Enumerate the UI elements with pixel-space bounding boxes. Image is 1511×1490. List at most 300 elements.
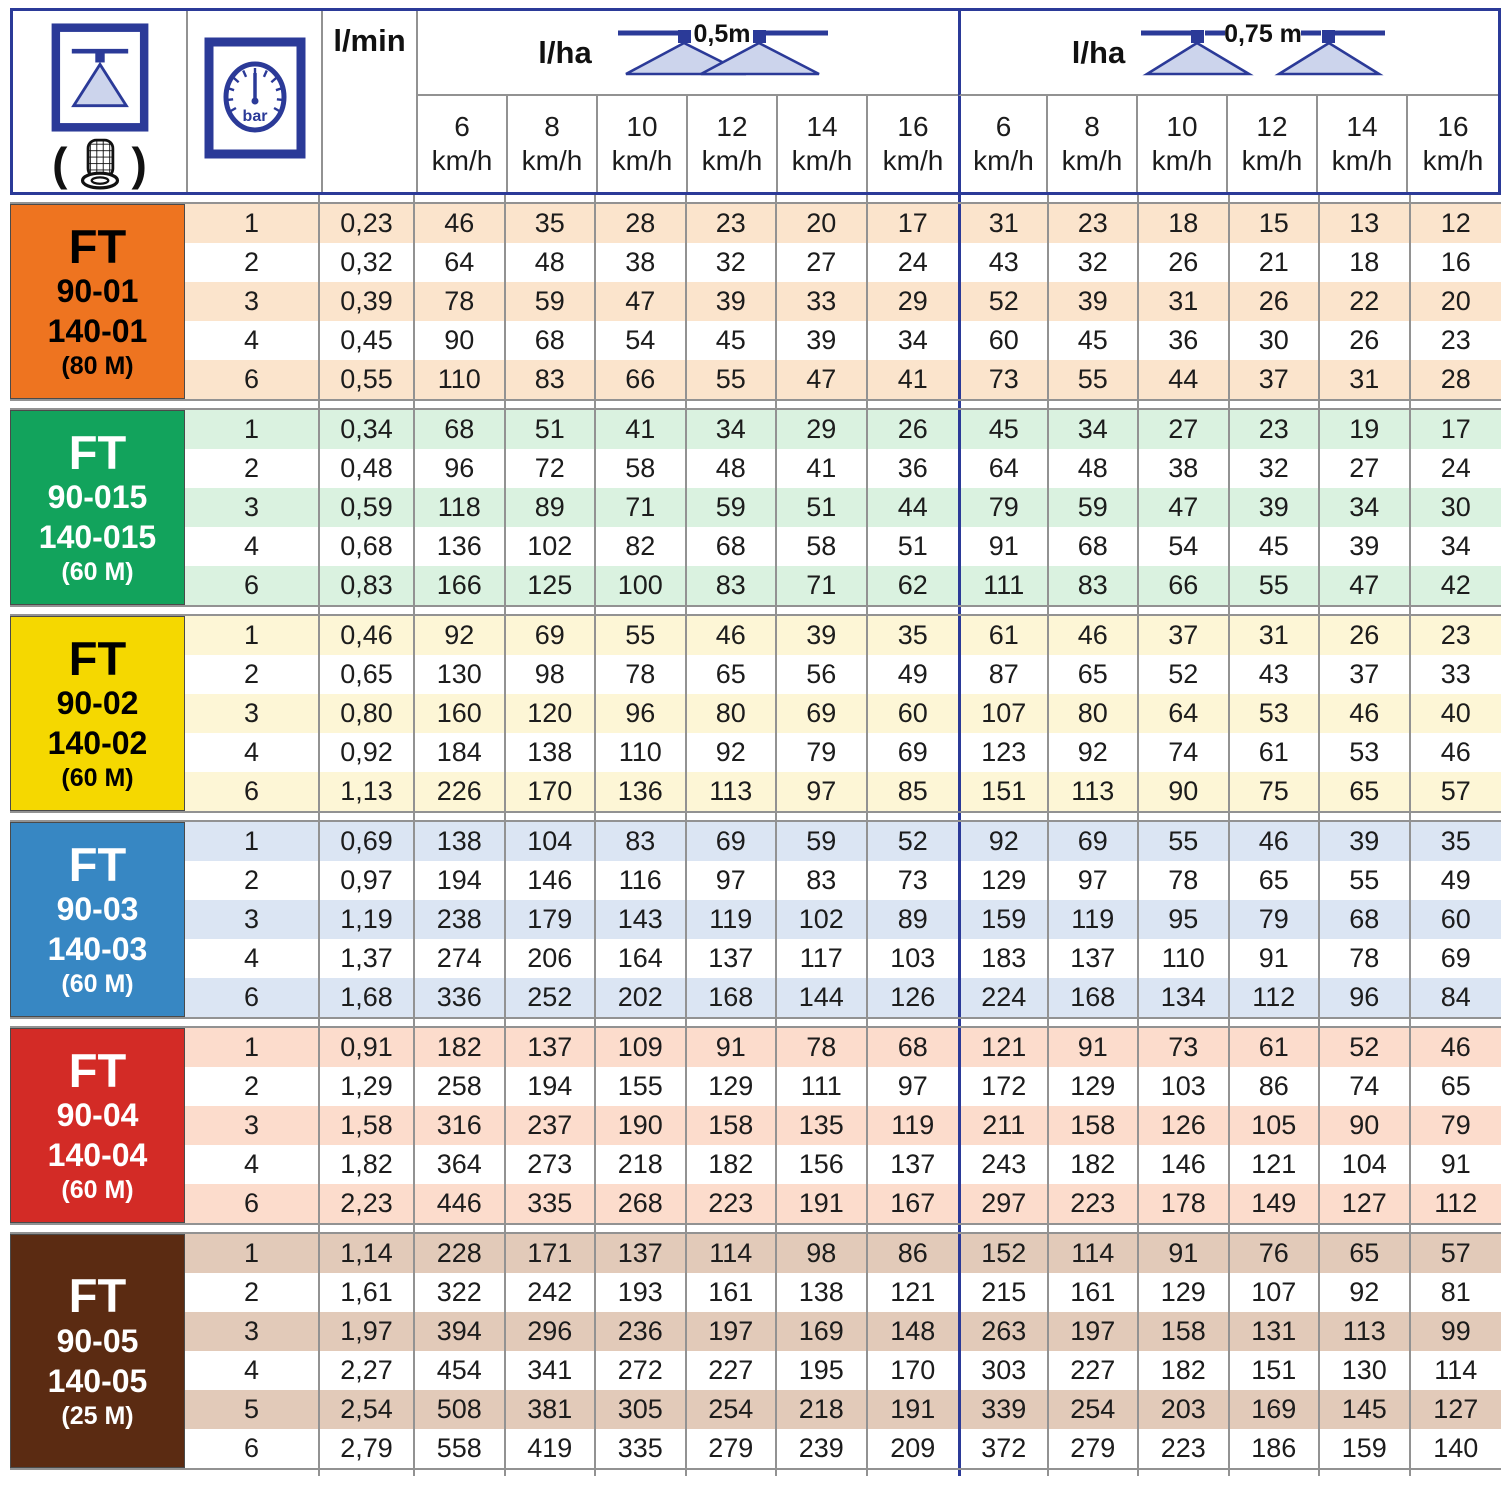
gap-cell xyxy=(868,1019,959,1026)
lha-075m-value: 159 xyxy=(958,900,1049,939)
lha-05m-value: 44 xyxy=(868,488,959,527)
lha-075m-value: 61 xyxy=(1230,733,1321,772)
lha-075m-value: 119 xyxy=(1049,900,1140,939)
gap-cell xyxy=(777,1470,868,1476)
lha-075m-value: 57 xyxy=(1411,772,1502,811)
lha-05m-value: 305 xyxy=(596,1390,687,1429)
speed-unit: km/h xyxy=(973,145,1034,176)
lha-05m-value: 419 xyxy=(506,1429,597,1468)
pressure-bar-value: 1 xyxy=(185,1028,320,1067)
lha-075m-value: 15 xyxy=(1230,204,1321,243)
lha-075m-value: 227 xyxy=(1049,1351,1140,1390)
lha-05m-value: 237 xyxy=(506,1106,597,1145)
pressure-bar-value: 6 xyxy=(185,1184,320,1223)
gap-cell xyxy=(868,813,959,820)
lha-05m-value: 238 xyxy=(415,900,506,939)
gap-cell xyxy=(687,1470,778,1476)
lha-075m-value: 127 xyxy=(1320,1184,1411,1223)
lha-075m-value: 65 xyxy=(1320,772,1411,811)
gap-cell xyxy=(1139,813,1230,820)
lha-075m-value: 83 xyxy=(1049,566,1140,605)
lha-075m-value: 26 xyxy=(1320,321,1411,360)
lha-075m-value: 223 xyxy=(1049,1184,1140,1223)
flow-lmin-value: 0,68 xyxy=(320,527,415,566)
spacing-075m-icon xyxy=(1139,22,1387,84)
lha-05m-value: 446 xyxy=(415,1184,506,1223)
gap-cell xyxy=(1411,195,1502,202)
lha-05m-value: 125 xyxy=(506,566,597,605)
gap-cell xyxy=(185,607,320,614)
series-code-140: 140-03 xyxy=(47,931,148,968)
speed-header-12kmh xyxy=(688,96,778,192)
lha-075m-value: 87 xyxy=(958,655,1049,694)
gap-cell xyxy=(1049,195,1140,202)
gauge-bar-label: bar xyxy=(242,108,267,125)
pressure-bar-value: 1 xyxy=(185,822,320,861)
flow-lmin-value: 0,59 xyxy=(320,488,415,527)
lha-075m-value: 129 xyxy=(1139,1273,1230,1312)
gap-cell xyxy=(415,1470,506,1476)
series-code-140: 140-015 xyxy=(38,519,157,556)
pressure-gauge-icon xyxy=(204,37,306,159)
gap-cell xyxy=(596,813,687,820)
gap-cell xyxy=(868,195,959,202)
lha-05m-value: 83 xyxy=(777,861,868,900)
lha-05m-value: 83 xyxy=(506,360,597,399)
lha-075m-value: 78 xyxy=(1139,861,1230,900)
flow-lmin-value: 1,37 xyxy=(320,939,415,978)
lha-05m-value: 71 xyxy=(596,488,687,527)
lha-05m-value: 100 xyxy=(596,566,687,605)
lha-075m-value: 69 xyxy=(1049,822,1140,861)
lha-075m-value: 20 xyxy=(1411,282,1502,321)
flow-lmin-value: 1,13 xyxy=(320,772,415,811)
pressure-bar-value: 1 xyxy=(185,204,320,243)
lha-075m-value: 183 xyxy=(958,939,1049,978)
lha-05m-value: 83 xyxy=(596,822,687,861)
nozzle-series-label xyxy=(10,616,185,811)
speed-header-6kmh xyxy=(418,96,508,192)
lha-05m-value: 110 xyxy=(596,733,687,772)
gap-cell xyxy=(185,401,320,408)
lha-075m-value: 90 xyxy=(1320,1106,1411,1145)
gap-cell xyxy=(687,195,778,202)
series-code-90: 90-015 xyxy=(47,479,148,516)
gap-cell xyxy=(185,1019,320,1026)
flow-lmin-value: 1,61 xyxy=(320,1273,415,1312)
lha-075m-value: 65 xyxy=(1049,655,1140,694)
lha-05m-value: 148 xyxy=(868,1312,959,1351)
lha-05m-value: 28 xyxy=(596,204,687,243)
gap-cell xyxy=(1049,401,1140,408)
gap-cell xyxy=(506,1019,597,1026)
lha-05m-value: 116 xyxy=(596,861,687,900)
lha-05m-value: 83 xyxy=(687,566,778,605)
gap-cell xyxy=(596,1225,687,1232)
flow-lmin-value: 0,97 xyxy=(320,861,415,900)
lha-075m-value: 37 xyxy=(1320,655,1411,694)
lha-075m-value: 131 xyxy=(1230,1312,1321,1351)
series-name: FT xyxy=(68,425,127,479)
gap-cell xyxy=(687,1019,778,1026)
lha-05m-value: 69 xyxy=(897,737,928,767)
lha-075m-value: 36 xyxy=(1139,321,1230,360)
gap-cell xyxy=(958,607,1049,614)
gap-cell xyxy=(1320,1019,1411,1026)
gap-cell xyxy=(777,1225,868,1232)
lha-05m-value: 78 xyxy=(777,1028,868,1067)
flow-lmin-value: 1,14 xyxy=(320,1234,415,1273)
lha-075m-value: 48 xyxy=(1049,449,1140,488)
lha-05m-value: 56 xyxy=(777,655,868,694)
lha-075m-value: 44 xyxy=(1139,360,1230,399)
lha-05m-value: 254 xyxy=(687,1390,778,1429)
pressure-bar-value: 4 xyxy=(185,527,320,566)
lha-05m-value: 191 xyxy=(868,1390,959,1429)
lha-075m-value: 64 xyxy=(958,449,1049,488)
lha-05m-value: 27 xyxy=(777,243,868,282)
lha-075m-value: 129 xyxy=(958,861,1049,900)
nozzle-group-90-04 xyxy=(10,1026,1501,1225)
lha-075m-value: 105 xyxy=(1230,1106,1321,1145)
lha-075m-value: 60 xyxy=(1411,900,1502,939)
lha-05m-value: 167 xyxy=(868,1184,959,1223)
speed-header-16kmh xyxy=(868,96,958,192)
gap-cell xyxy=(958,813,1049,820)
lha-05m-value: 194 xyxy=(506,1067,597,1106)
gap-cell xyxy=(777,607,868,614)
lha-05m-value: 39 xyxy=(777,616,868,655)
speed-header-14kmh xyxy=(1318,96,1408,192)
gap-cell xyxy=(506,1225,597,1232)
lha-075m-value: 303 xyxy=(958,1351,1049,1390)
lha-05m-value: 137 xyxy=(890,1149,936,1179)
lha-075m-value: 65 xyxy=(1320,1234,1411,1273)
lha-05m-value: 65 xyxy=(687,655,778,694)
lha-05m-value: 103 xyxy=(890,943,936,973)
gap-cell xyxy=(415,195,506,202)
lha-075m-value: 146 xyxy=(1139,1145,1230,1184)
lha-05m-value: 98 xyxy=(506,655,597,694)
lha-05m-value: 34 xyxy=(897,325,928,355)
nozzle-group-90-02 xyxy=(10,614,1501,813)
lha-075m-value: 130 xyxy=(1320,1351,1411,1390)
lha-05m-value: 41 xyxy=(596,410,687,449)
lha-05m-value: 223 xyxy=(687,1184,778,1223)
speed-value: 8 xyxy=(1084,111,1100,143)
gap-cell xyxy=(1139,195,1230,202)
speed-header-6kmh xyxy=(958,96,1048,192)
gap-cell xyxy=(1320,607,1411,614)
series-name: FT xyxy=(68,837,127,891)
gap-cell xyxy=(1320,1470,1411,1476)
lha-05m-value: 59 xyxy=(687,488,778,527)
lha-05m-value: 110 xyxy=(415,360,506,399)
lha-075m-value: 140 xyxy=(1433,1433,1479,1463)
speed-unit: km/h xyxy=(882,145,944,176)
rate-table-body xyxy=(10,195,1501,1476)
nozzle-type-column-header xyxy=(13,11,188,192)
flow-lmin-value: 1,97 xyxy=(320,1312,415,1351)
gap-cell xyxy=(320,1470,415,1476)
lha-05m-value: 171 xyxy=(506,1234,597,1273)
series-name: FT xyxy=(68,1043,127,1097)
gap-cell xyxy=(1411,1019,1502,1026)
speed-header-10kmh xyxy=(1138,96,1228,192)
gap-cell xyxy=(596,1019,687,1026)
lha-075m-value: 113 xyxy=(1320,1312,1411,1351)
gap-cell xyxy=(320,813,415,820)
lha-label: l/ha xyxy=(1071,34,1126,70)
lha-075m-value: 23 xyxy=(1049,204,1140,243)
lha-05m-value: 109 xyxy=(596,1028,687,1067)
gap-cell xyxy=(415,607,506,614)
lha-05m-value: 335 xyxy=(506,1184,597,1223)
series-name: FT xyxy=(68,1269,127,1323)
mesh-size: (60 M) xyxy=(61,970,134,999)
lha-075m-value: 26 xyxy=(1320,616,1411,655)
flow-lmin-value: 0,32 xyxy=(320,243,415,282)
lha-05m-value: 104 xyxy=(506,822,597,861)
group-gap xyxy=(10,1225,1501,1232)
lha-05m-value: 137 xyxy=(687,939,778,978)
speed-value: 12 xyxy=(1256,111,1288,143)
speed-header-14kmh xyxy=(778,96,868,192)
lha-075m-value: 39 xyxy=(1320,822,1411,861)
lha-05m-value: 126 xyxy=(868,978,959,1017)
series-code-140: 140-01 xyxy=(47,313,148,350)
gap-cell xyxy=(1411,607,1502,614)
lha-05m-value: 138 xyxy=(415,822,506,861)
lha-075m-value: 91 xyxy=(958,527,1049,566)
gap-cell xyxy=(868,1470,959,1476)
lha-05m-value: 335 xyxy=(596,1429,687,1468)
lha-075m-value: 33 xyxy=(1440,659,1471,689)
series-code-90: 90-02 xyxy=(56,685,139,722)
lha-075m-value: 34 xyxy=(1049,410,1140,449)
gap-cell xyxy=(1230,813,1321,820)
lha-075m-value: 57 xyxy=(1411,1234,1502,1273)
pressure-bar-value: 6 xyxy=(185,1429,320,1468)
lha-05m-value: 59 xyxy=(777,822,868,861)
lha-label: l/ha xyxy=(538,34,592,70)
lha-075m-value: 158 xyxy=(1139,1312,1230,1351)
lha-075m-value: 39 xyxy=(1230,488,1321,527)
lha-05m-value: 58 xyxy=(777,527,868,566)
pressure-bar-value: 4 xyxy=(185,733,320,772)
lha-05m-value: 120 xyxy=(506,694,597,733)
nozzle-group-90-03 xyxy=(10,820,1501,1019)
lha-075m-value: 73 xyxy=(1139,1028,1230,1067)
speed-value: 6 xyxy=(995,111,1012,143)
lha-075m-value: 121 xyxy=(958,1028,1049,1067)
gap-cell xyxy=(1411,813,1502,820)
gap-cell xyxy=(777,1019,868,1026)
lha-075m-value: 79 xyxy=(958,488,1049,527)
lha-075m-value: 55 xyxy=(1139,822,1230,861)
lha-075m-value: 47 xyxy=(1139,488,1230,527)
gap-cell xyxy=(1139,1225,1230,1232)
speed-header-16kmh xyxy=(1408,96,1498,192)
lha-05m-value: 82 xyxy=(596,527,687,566)
lha-075m-value: 65 xyxy=(1440,1071,1471,1101)
lha-075m-value: 121 xyxy=(1230,1145,1321,1184)
gap-cell xyxy=(1230,195,1321,202)
speed-value: 8 xyxy=(544,111,560,143)
lha-075m-value: 223 xyxy=(1139,1429,1230,1468)
lha-05m-value: 48 xyxy=(506,243,597,282)
optional-filter-note xyxy=(52,136,147,192)
flat-fan-nozzle-icon xyxy=(48,23,152,132)
table-header xyxy=(10,8,1501,195)
lha-05m-value: 144 xyxy=(777,978,868,1017)
pressure-bar-value: 6 xyxy=(185,360,320,399)
gap-cell xyxy=(1230,1470,1321,1476)
pressure-column-header xyxy=(188,11,323,192)
gap-cell xyxy=(958,1019,1049,1026)
gap-cell xyxy=(777,813,868,820)
lha-075m-value: 81 xyxy=(1440,1277,1471,1307)
lha-075m-value: 68 xyxy=(1049,527,1140,566)
lha-05m-value: 236 xyxy=(596,1312,687,1351)
lha-075m-value: 254 xyxy=(1049,1390,1140,1429)
lha-075m-value: 91 xyxy=(1049,1028,1140,1067)
group-gap xyxy=(10,607,1501,614)
lha-05m-value: 381 xyxy=(506,1390,597,1429)
lha-075m-value: 52 xyxy=(958,282,1049,321)
lha-05m-value: 97 xyxy=(687,861,778,900)
series-name: FT xyxy=(68,631,127,685)
lha-075m-value: 68 xyxy=(1320,900,1411,939)
lha-075m-value: 35 xyxy=(1411,822,1502,861)
lha-075m-value: 53 xyxy=(1320,733,1411,772)
lha-05m-value: 322 xyxy=(415,1273,506,1312)
lha-05m-value: 62 xyxy=(868,566,959,605)
lha-05m-value: 33 xyxy=(777,282,868,321)
gap-cell xyxy=(1139,1019,1230,1026)
gap-cell xyxy=(1230,401,1321,408)
lha-05m-value: 168 xyxy=(687,978,778,1017)
speed-value: 16 xyxy=(1437,111,1469,143)
flow-lmin-value: 1,82 xyxy=(320,1145,415,1184)
gap-cell xyxy=(596,401,687,408)
lha-05m-value: 164 xyxy=(596,939,687,978)
lha-075m-value: 161 xyxy=(1049,1273,1140,1312)
flow-lmin-value: 2,79 xyxy=(320,1429,415,1468)
group-gap xyxy=(10,401,1501,408)
gap-cell xyxy=(1049,813,1140,820)
lha-075m-value: 24 xyxy=(1440,453,1471,483)
gap-cell xyxy=(1320,401,1411,408)
lha-05m-group-header xyxy=(418,11,958,96)
lha-05m-value: 29 xyxy=(777,410,868,449)
lha-05m-value: 268 xyxy=(596,1184,687,1223)
lha-075m-value: 32 xyxy=(1049,243,1140,282)
lha-075m-value: 53 xyxy=(1230,694,1321,733)
lha-075m-value: 40 xyxy=(1411,694,1502,733)
lha-05m-value: 78 xyxy=(596,655,687,694)
group-gap xyxy=(10,195,1501,202)
lha-075m-value: 79 xyxy=(1230,900,1321,939)
lha-075m-value: 66 xyxy=(1139,566,1230,605)
speed-unit: km/h xyxy=(521,145,583,176)
flow-lmin-value: 2,23 xyxy=(320,1184,415,1223)
lha-05m-value: 41 xyxy=(868,360,959,399)
series-name: FT xyxy=(68,219,127,273)
lha-05m-value: 47 xyxy=(596,282,687,321)
lha-05m-value: 24 xyxy=(897,247,928,277)
lha-075m-value: 22 xyxy=(1320,282,1411,321)
flow-lmin-value: 0,65 xyxy=(320,655,415,694)
gap-cell xyxy=(687,813,778,820)
lha-075m-value: 13 xyxy=(1320,204,1411,243)
pressure-bar-value: 2 xyxy=(185,1067,320,1106)
speed-unit: km/h xyxy=(1061,145,1123,176)
gap-cell xyxy=(185,1225,320,1232)
gap-cell xyxy=(777,401,868,408)
lha-075m-value: 113 xyxy=(1049,772,1140,811)
gap-cell xyxy=(506,813,597,820)
pressure-bar-value: 4 xyxy=(185,939,320,978)
pressure-bar-value: 3 xyxy=(185,1106,320,1145)
lha-05m-value: 68 xyxy=(506,321,597,360)
lha-05m-value: 39 xyxy=(777,321,868,360)
lha-075m-value: 114 xyxy=(1434,1355,1478,1385)
lha-05m-value: 135 xyxy=(777,1106,868,1145)
lha-05m-value: 341 xyxy=(506,1351,597,1390)
lha-075m-value: 27 xyxy=(1320,449,1411,488)
gap-cell xyxy=(185,813,320,820)
lha-05m-value: 197 xyxy=(687,1312,778,1351)
lha-05m-value: 193 xyxy=(596,1273,687,1312)
lha-05m-value: 454 xyxy=(415,1351,506,1390)
lha-075m-value: 60 xyxy=(958,321,1049,360)
lha-075m-value: 74 xyxy=(1320,1067,1411,1106)
lha-05m-value: 69 xyxy=(506,616,597,655)
gap-cell xyxy=(958,195,1049,202)
lha-05m-value: 96 xyxy=(415,449,506,488)
lha-05m-value: 34 xyxy=(687,410,778,449)
speed-value: 10 xyxy=(626,111,658,143)
lha-05m-value: 39 xyxy=(687,282,778,321)
gap-cell xyxy=(1139,607,1230,614)
lha-05m-value: 114 xyxy=(687,1234,778,1273)
lha-075m-value: 23 xyxy=(1411,616,1502,655)
lha-075m-value: 96 xyxy=(1320,978,1411,1017)
flow-lmin-value: 0,34 xyxy=(320,410,415,449)
gap-cell xyxy=(777,195,868,202)
lha-05m-value: 169 xyxy=(777,1312,868,1351)
lha-075m-value: 49 xyxy=(1440,865,1471,895)
lha-075m-value: 23 xyxy=(1230,410,1321,449)
lha-05m-value: 97 xyxy=(777,772,868,811)
lha-05m-value: 32 xyxy=(687,243,778,282)
lha-075m-value: 90 xyxy=(1139,772,1230,811)
lha-05m-value: 17 xyxy=(868,204,959,243)
gap-cell xyxy=(958,1225,1049,1232)
flow-lmin-value: 1,29 xyxy=(320,1067,415,1106)
gap-cell xyxy=(506,401,597,408)
lha-075m-value: 107 xyxy=(1230,1273,1321,1312)
gap-cell xyxy=(415,1019,506,1026)
gap-cell xyxy=(1230,1225,1321,1232)
gap-cell xyxy=(320,401,415,408)
lha-05m-value: 51 xyxy=(777,488,868,527)
lha-05m-value: 51 xyxy=(897,531,928,561)
lha-075m-value: 159 xyxy=(1320,1429,1411,1468)
lha-075m-value: 47 xyxy=(1320,566,1411,605)
pressure-bar-value: 3 xyxy=(185,900,320,939)
